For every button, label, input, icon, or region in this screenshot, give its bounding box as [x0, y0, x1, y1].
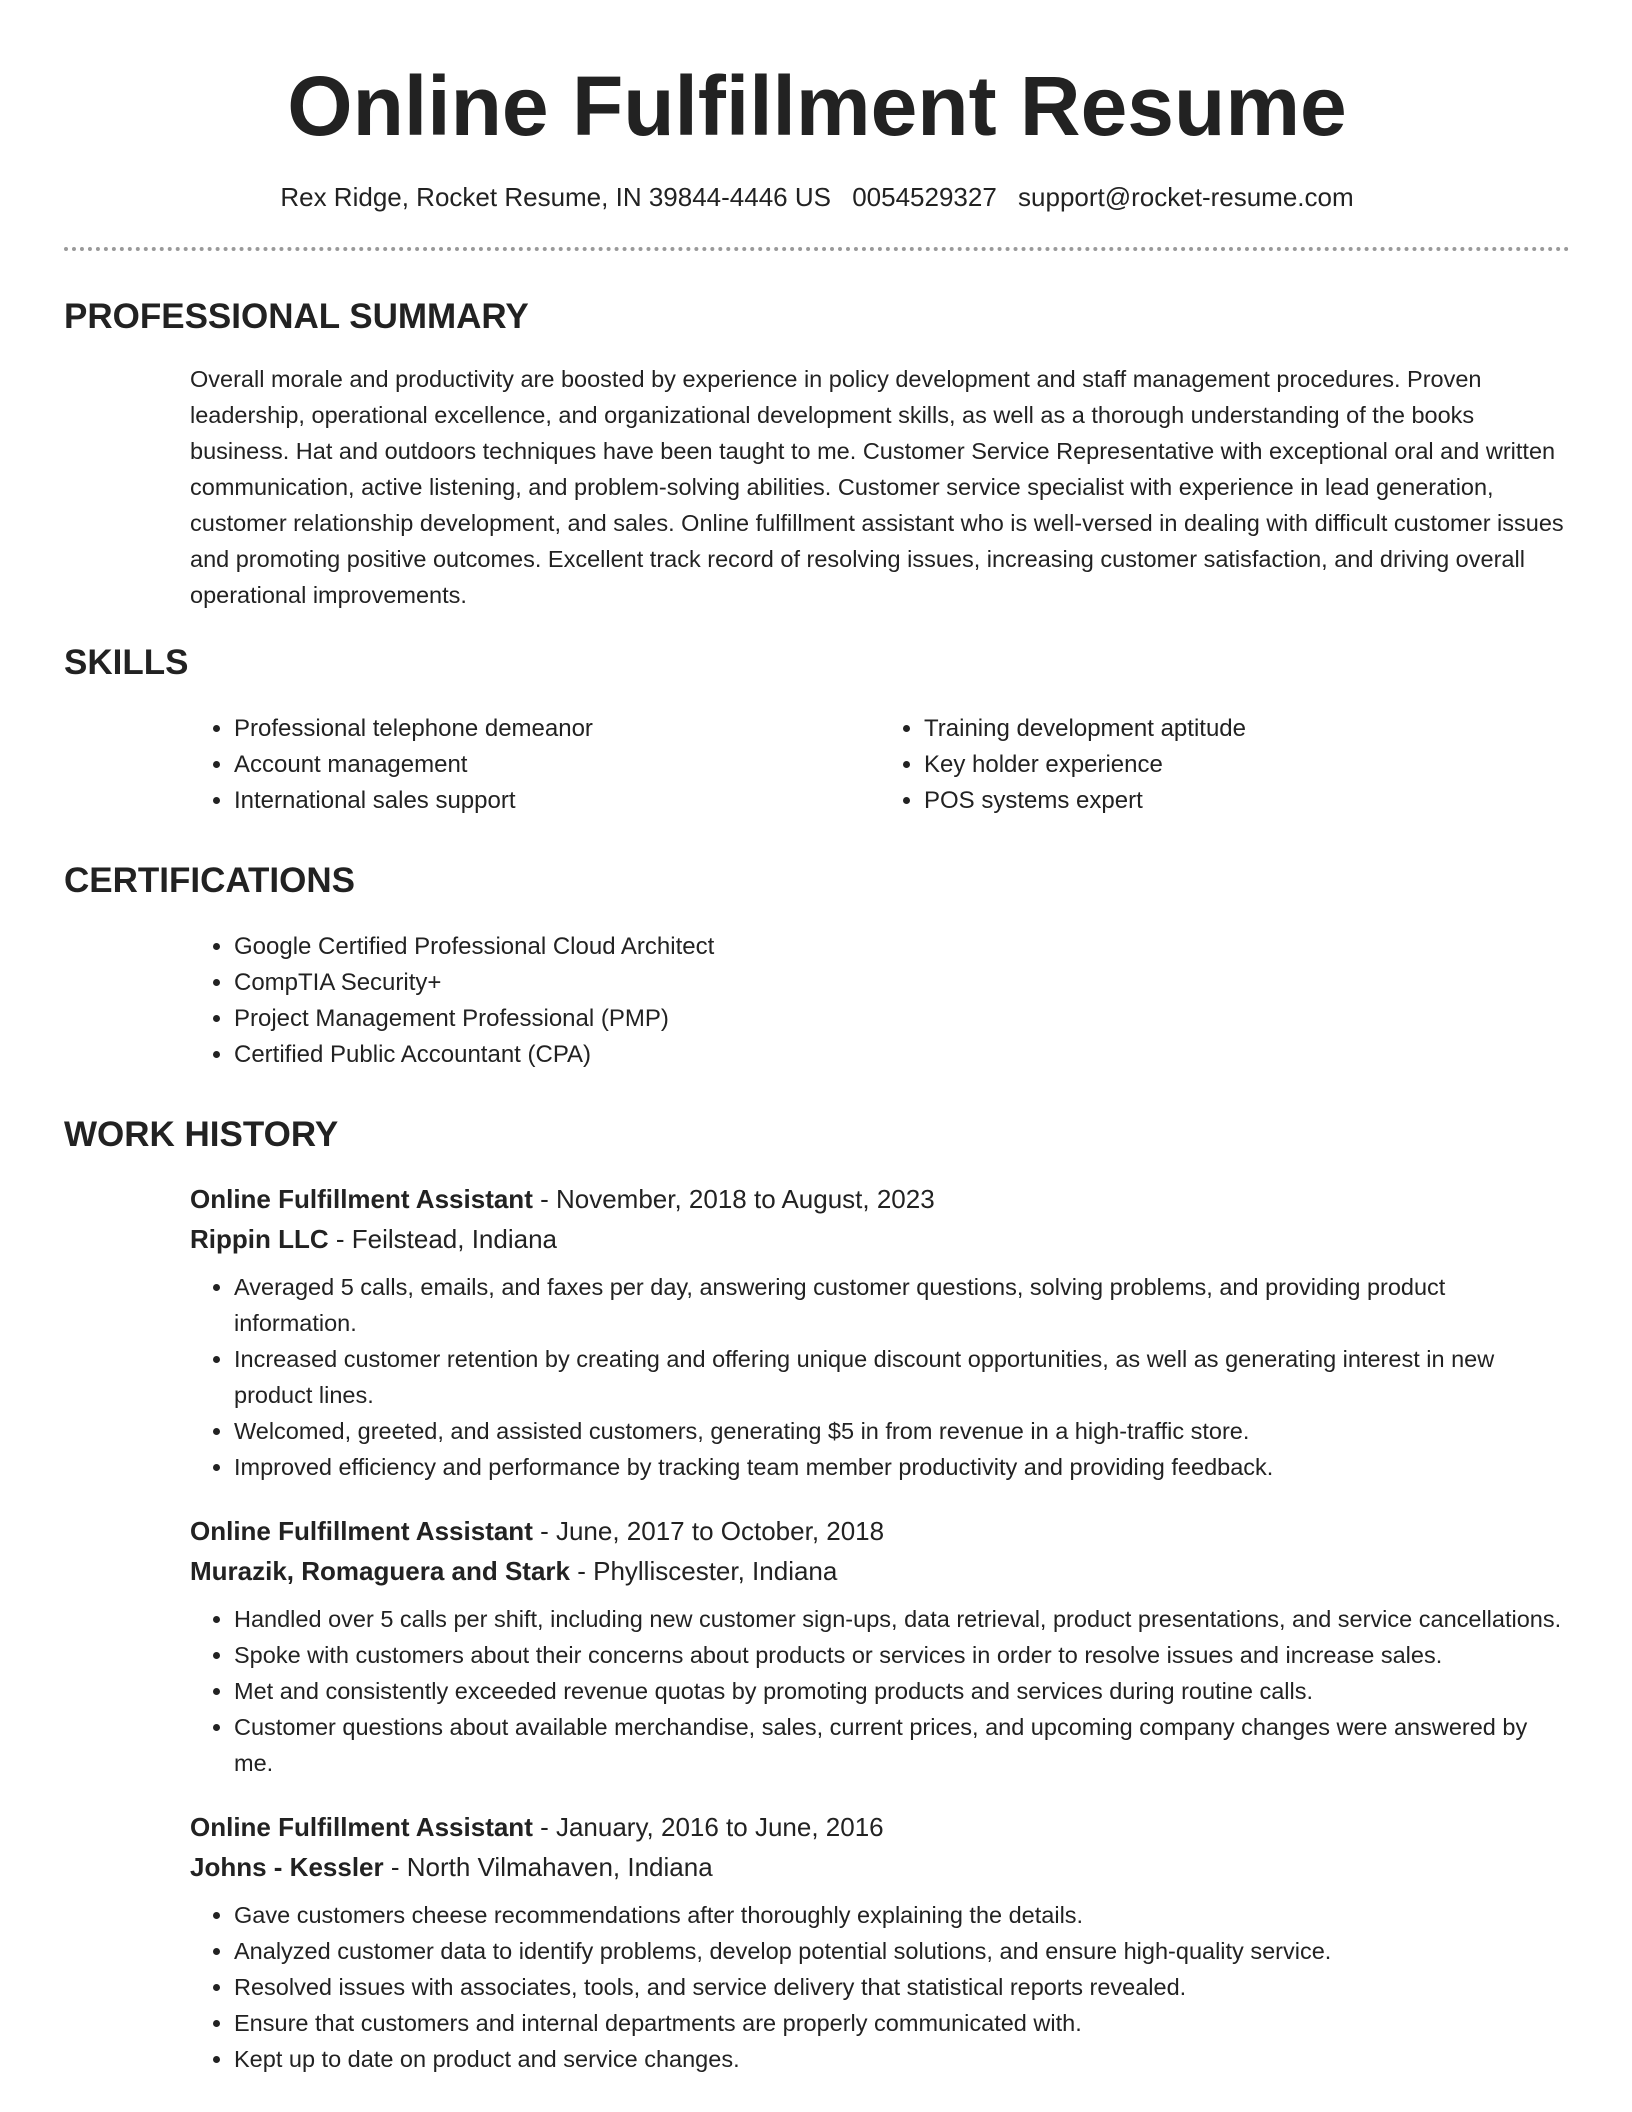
resume-title: Online Fulfillment Resume: [287, 59, 1347, 153]
job-bullet: • Analyzed customer data to identify problems, develop potential solutions, and ensure high-quality service.: [234, 1933, 1570, 1969]
job-entry: [190, 1511, 1570, 1781]
job-bullets: [190, 1269, 1570, 1485]
job-company-line: [190, 1847, 1570, 1887]
job-title: Online Fulfillment Assistant: [190, 1184, 533, 1214]
skills-list: [190, 711, 1570, 819]
job-bullets: [190, 1601, 1570, 1781]
skill-item: • International sales support: [234, 783, 880, 819]
job-title: Online Fulfillment Assistant: [190, 1516, 533, 1546]
skills-column-right: [880, 711, 1570, 819]
certifications-list: [190, 929, 1570, 1073]
job-dates: - January, 2016 to June, 2016: [532, 1812, 884, 1842]
contact-address: Rex Ridge, Rocket Resume, IN 39844-4446 US: [280, 182, 831, 212]
skill-item: • POS systems expert: [924, 783, 1570, 819]
summary-heading: PROFESSIONAL SUMMARY: [64, 297, 529, 336]
job-location: - Phylliscester, Indiana: [570, 1556, 838, 1586]
job-bullet: • Increased customer retention by creating and offering unique discount opportunities, as well as generating interest in new product lines.: [234, 1341, 1570, 1413]
job-bullet: • Kept up to date on product and service changes.: [234, 2041, 1570, 2077]
work-history-heading: WORK HISTORY: [64, 1115, 339, 1154]
job-company-line: [190, 1551, 1570, 1591]
certification-item: • CompTIA Security+: [234, 965, 1570, 1001]
skills-heading: SKILLS: [64, 643, 189, 682]
skill-item: • Key holder experience: [924, 747, 1570, 783]
job-bullet: • Resolved issues with associates, tools, and service delivery that statistical reports revealed.: [234, 1969, 1570, 2005]
job-title-line: [190, 1179, 1570, 1219]
job-bullet: • Spoke with customers about their concerns about products or services in order to resolve issues and increase sales.: [234, 1637, 1570, 1673]
job-bullet: • Gave customers cheese recommendations after thoroughly explaining the details.: [234, 1897, 1570, 1933]
resume-page: [64, 0, 1570, 2077]
job-bullet: • Customer questions about available merchandise, sales, current prices, and upcoming company changes were answered by me.: [234, 1709, 1570, 1781]
job-bullet: • Ensure that customers and internal departments are properly communicated with.: [234, 2005, 1570, 2041]
job-entry: [190, 1807, 1570, 2077]
job-location: - Feilstead, Indiana: [328, 1224, 557, 1254]
certification-item: • Certified Public Accountant (CPA): [234, 1037, 1570, 1073]
certification-item: • Google Certified Professional Cloud Architect: [234, 929, 1570, 965]
contact-email: support@rocket-resume.com: [1018, 182, 1354, 212]
contact-line: [64, 180, 1570, 214]
skill-item: • Professional telephone demeanor: [234, 711, 880, 747]
job-bullet: • Met and consistently exceeded revenue quotas by promoting products and services during routine calls.: [234, 1673, 1570, 1709]
certification-item: • Project Management Professional (PMP): [234, 1001, 1570, 1037]
job-bullet: • Improved efficiency and performance by tracking team member productivity and providing feedback.: [234, 1449, 1570, 1485]
summary-text: Overall morale and productivity are boosted by experience in policy development and staff management procedures. Proven leadership, operational excellence, and organizational development skills, as well as a thorough understanding of the books business. Hat and outdoors techniques have been taught to me. Customer Service Representative with exceptional oral and written communication, active listening, and problem-solving abilities. Customer service specialist with experience in lead generation, customer relationship development, and sales. Online fulfillment assistant who is well-versed in dealing with difficult customer issues and promoting positive outcomes. Excellent track record of resolving issues, increasing customer satisfaction, and driving overall operational improvements.: [190, 366, 1564, 608]
job-company: Rippin LLC: [190, 1224, 329, 1254]
job-entry: [190, 1179, 1570, 1485]
job-bullet: • Averaged 5 calls, emails, and faxes per day, answering customer questions, solving problems, and providing product information.: [234, 1269, 1570, 1341]
skills-column-left: [190, 711, 880, 819]
certifications-heading: CERTIFICATIONS: [64, 861, 356, 900]
job-title-line: [190, 1511, 1570, 1551]
job-dates: - November, 2018 to August, 2023: [532, 1184, 935, 1214]
job-dates: - June, 2017 to October, 2018: [532, 1516, 885, 1546]
job-bullet: • Welcomed, greeted, and assisted customers, generating $5 in from revenue in a high-traffic store.: [234, 1413, 1570, 1449]
job-location: - North Vilmahaven, Indiana: [383, 1852, 713, 1882]
skill-item: • Training development aptitude: [924, 711, 1570, 747]
contact-phone: 0054529327: [852, 182, 997, 212]
job-company: Johns - Kessler: [190, 1852, 384, 1882]
job-company-line: [190, 1219, 1570, 1259]
skill-item: • Account management: [234, 747, 880, 783]
job-bullets: [190, 1897, 1570, 2077]
job-title: Online Fulfillment Assistant: [190, 1812, 533, 1842]
job-bullet: • Handled over 5 calls per shift, including new customer sign-ups, data retrieval, product presentations, and service cancellations.: [234, 1601, 1570, 1637]
job-title-line: [190, 1807, 1570, 1847]
job-company: Murazik, Romaguera and Stark: [190, 1556, 570, 1586]
header-divider: [64, 247, 1570, 251]
